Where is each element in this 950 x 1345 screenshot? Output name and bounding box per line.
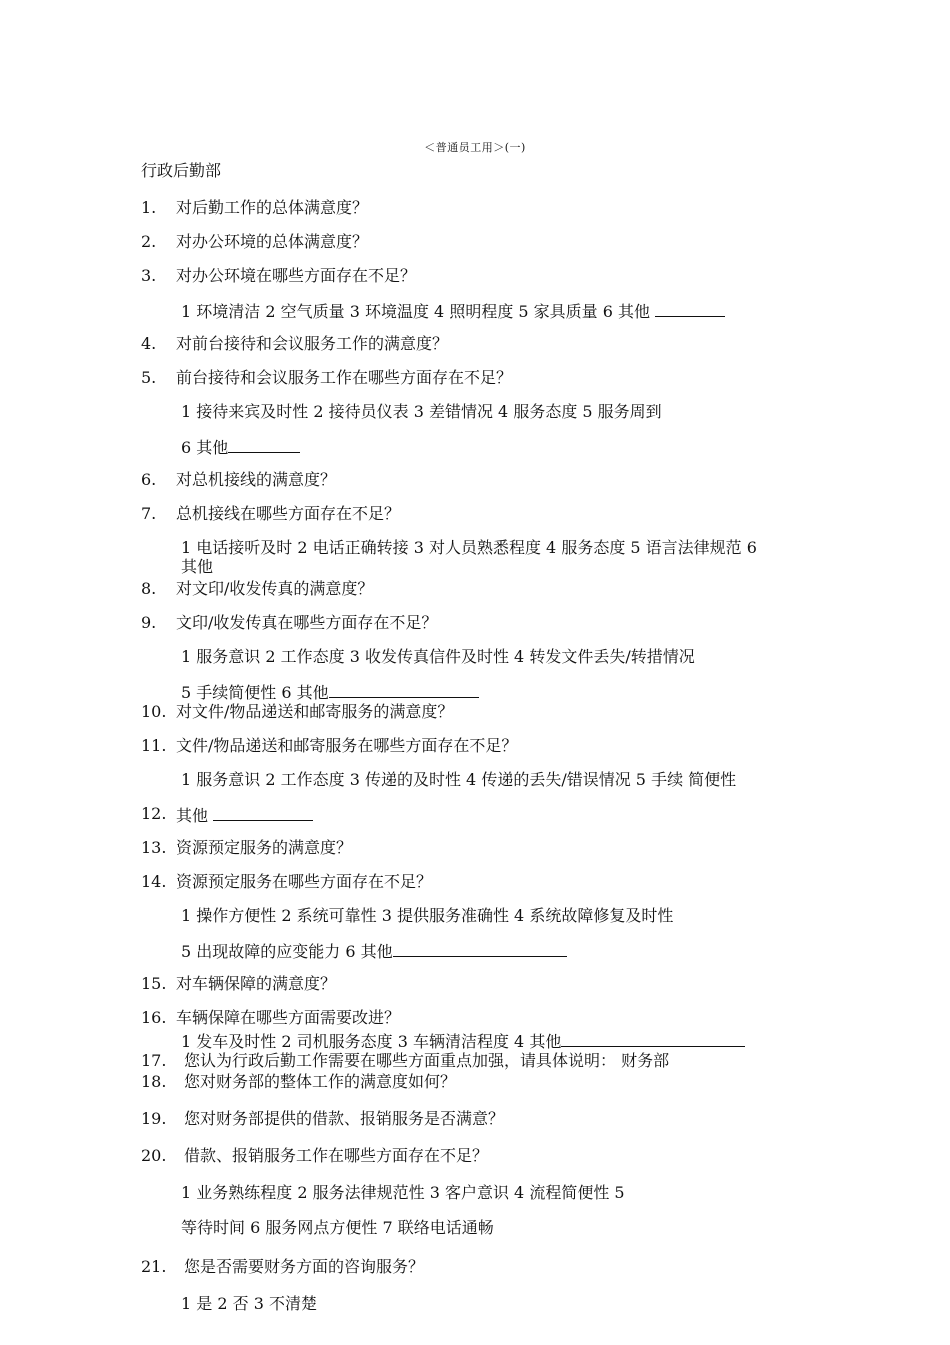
answer-blank[interactable] xyxy=(393,940,567,957)
options-text: 6 其他 xyxy=(181,438,229,457)
question-text: 车辆保障在哪些方面需要改进？ xyxy=(176,1008,401,1027)
question-text: 对文印/收发传真的满意度？ xyxy=(176,579,374,598)
question-number: 17. xyxy=(141,1051,167,1070)
options-q14-line2 xyxy=(181,940,567,962)
question-number: 5. xyxy=(141,368,157,387)
question-text: 您对财务部提供的借款、报销服务是否满意？ xyxy=(184,1109,505,1128)
question-text: 对车辆保障的满意度？ xyxy=(176,974,337,993)
page-header: ＜普通员工用＞(一) xyxy=(424,141,526,154)
question-number: 14. xyxy=(141,872,167,891)
answer-blank[interactable] xyxy=(329,681,479,698)
question-number: 2. xyxy=(141,232,157,251)
question-number: 15. xyxy=(141,974,167,993)
options-q7-line1: 1 电话接听及时 2 电话正确转接 3 对人员熟悉程度 4 服务态度 5 语言法律规范 6 xyxy=(181,538,757,557)
options-q7-line2: 其他 xyxy=(181,557,214,576)
question-text: 对办公环境的总体满意度？ xyxy=(176,232,369,251)
options-q5-line1: 1 接待来宾及时性 2 接待员仪表 3 差错情况 4 服务态度 5 服务周到 xyxy=(181,402,662,421)
department-title-admin: 行政后勤部 xyxy=(141,161,222,180)
options-q11: 1 服务意识 2 工作态度 3 传递的及时性 4 传递的丢失/错误情况 5 手续 简便性 xyxy=(181,770,737,789)
question-number: 1. xyxy=(141,198,157,217)
options-q21: 1 是 2 否 3 不清楚 xyxy=(181,1294,317,1313)
options-q9-line1: 1 服务意识 2 工作态度 3 收发传真信件及时性 4 转发文件丢失/转措情况 xyxy=(181,647,695,666)
options-text: 1 发车及时性 2 司机服务态度 3 车辆清洁程度 4 其他 xyxy=(181,1032,562,1051)
question-number: 10. xyxy=(141,702,167,721)
answer-blank[interactable] xyxy=(228,436,300,453)
question-number: 20. xyxy=(141,1146,167,1165)
question-text: 资源预定服务在哪些方面存在不足？ xyxy=(176,872,433,891)
question-text: 总机接线在哪些方面存在不足？ xyxy=(176,504,401,523)
question-text: 资源预定服务的满意度？ xyxy=(176,838,353,857)
question-number: 16. xyxy=(141,1008,167,1027)
answer-blank[interactable] xyxy=(213,804,313,821)
question-text xyxy=(176,804,313,826)
question-text: 您是否需要财务方面的咨询服务？ xyxy=(184,1257,425,1276)
question-text: 文件/物品递送和邮寄服务在哪些方面存在不足？ xyxy=(176,736,518,755)
question-number: 12. xyxy=(141,804,167,823)
question-label: 其他 xyxy=(176,806,209,825)
question-text: 对文件/物品递送和邮寄服务的满意度？ xyxy=(176,702,454,721)
answer-blank[interactable] xyxy=(655,300,725,317)
question-number: 13. xyxy=(141,838,167,857)
question-text: 前台接待和会议服务工作在哪些方面存在不足？ xyxy=(176,368,513,387)
options-q14-line1: 1 操作方便性 2 系统可靠性 3 提供服务准确性 4 系统故障修复及时性 xyxy=(181,906,674,925)
question-number: 4. xyxy=(141,334,157,353)
question-number: 3. xyxy=(141,266,157,285)
options-text: 1 环境清洁 2 空气质量 3 环境温度 4 照明程度 5 家具质量 6 其他 xyxy=(181,302,656,321)
options-q16 xyxy=(181,1030,745,1052)
options-q9-line2 xyxy=(181,681,479,703)
question-text: 借款、报销服务工作在哪些方面存在不足？ xyxy=(184,1146,489,1165)
options-q5-line2 xyxy=(181,436,300,458)
options-text: 5 手续简便性 6 其他 xyxy=(181,683,329,702)
question-text: 对后勤工作的总体满意度？ xyxy=(176,198,369,217)
question-number: 6. xyxy=(141,470,157,489)
question-text: 您认为行政后勤工作需要在哪些方面重点加强，请具体说明： 财务部 xyxy=(184,1051,670,1070)
question-number: 21. xyxy=(141,1257,167,1276)
question-number: 7. xyxy=(141,504,157,523)
question-text: 对总机接线的满意度？ xyxy=(176,470,337,489)
question-number: 18. xyxy=(141,1072,167,1091)
question-text: 对前台接待和会议服务工作的满意度？ xyxy=(176,334,449,353)
question-text: 对办公环境在哪些方面存在不足？ xyxy=(176,266,417,285)
options-q20-line1: 1 业务熟练程度 2 服务法律规范性 3 客户意识 4 流程简便性 5 xyxy=(181,1183,625,1202)
options-text: 5 出现故障的应变能力 6 其他 xyxy=(181,942,393,961)
question-number: 11. xyxy=(141,736,167,755)
question-text: 文印/收发传真在哪些方面存在不足？ xyxy=(176,613,438,632)
question-text: 您对财务部的整体工作的满意度如何？ xyxy=(184,1072,457,1091)
options-q3 xyxy=(181,300,725,322)
question-number: 19. xyxy=(141,1109,167,1128)
answer-blank[interactable] xyxy=(561,1030,745,1047)
question-number: 9. xyxy=(141,613,157,632)
question-number: 8. xyxy=(141,579,157,598)
options-q20-line2: 等待时间 6 服务网点方便性 7 联络电话通畅 xyxy=(181,1218,494,1237)
